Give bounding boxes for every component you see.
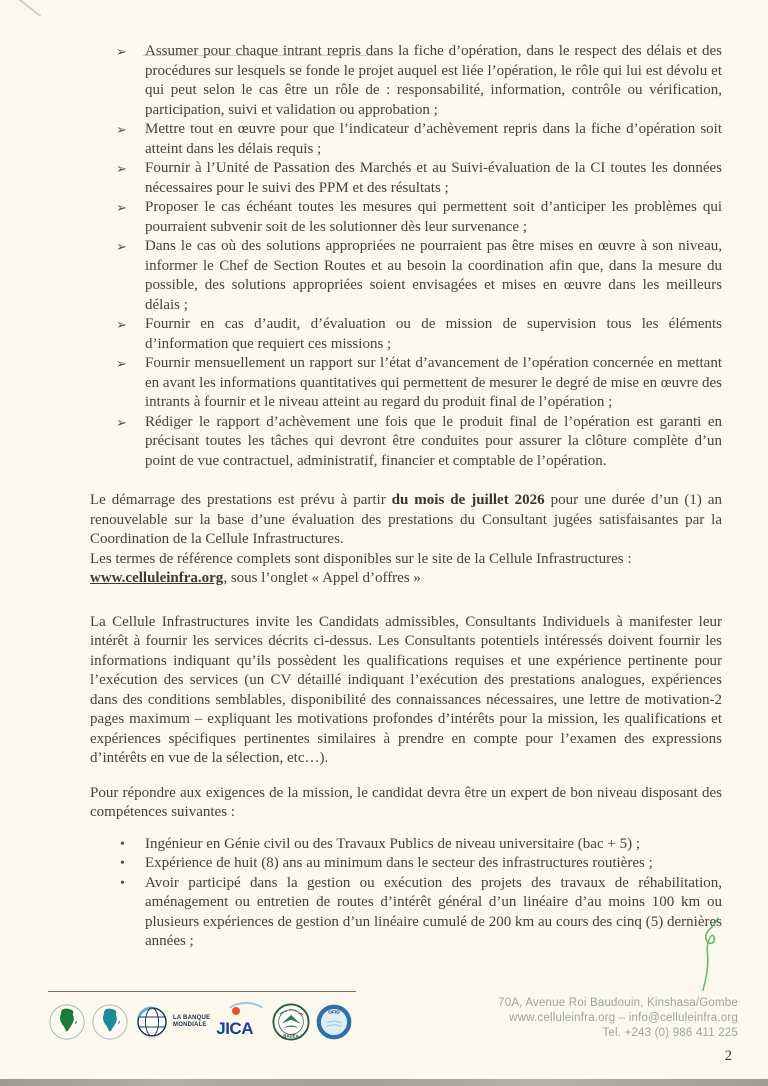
paragraph-termes-reference	[90, 550, 722, 589]
footer-address-line: 70A, Avenue Roi Baudouin, Kinshasa/Gombe	[498, 997, 738, 1009]
list-item	[90, 854, 722, 874]
celluleinfra-website-link[interactable]: www.celluleinfra.org	[90, 570, 224, 586]
list-item	[90, 874, 722, 952]
green-pen-mark	[694, 916, 730, 1000]
list-item-text: Rédiger le rapport d’achèvement une fois que le produit final de l’opération est garanti en précisant toutes les tâches qui devront être conduites pour assurer la clôture complète d’un point de vue contractuel, administratif, financier et comptable de l’opération.	[145, 413, 722, 469]
world-bank-globe-icon	[134, 1004, 170, 1040]
paragraph-text: Les termes de référence complets sont disponibles sur le site de la Cellule Infrastructures :	[90, 550, 632, 567]
scan-corner-artifact	[17, 0, 42, 17]
page-number: 2	[724, 1048, 732, 1064]
list-item	[90, 198, 722, 237]
list-item-text: Fournir à l’Unité de Passation des Marchés et au Suivi-évaluation de la CI toutes les données nécessaires pour le suivi des PPM et des résultats ;	[145, 160, 722, 196]
arrow-bullet-icon: ➢	[116, 161, 127, 176]
list-item	[90, 315, 722, 354]
jica-label: JICA	[216, 1019, 253, 1038]
list-item	[90, 42, 722, 120]
dot-bullet-icon: •	[120, 836, 125, 852]
arrow-bullet-icon: ➢	[116, 122, 127, 137]
arrow-bullet-icon: ➢	[116, 239, 127, 254]
badea-label: BADEA	[283, 1033, 300, 1039]
dot-bullet-icon: •	[120, 856, 125, 871]
list-item-text: Fournir mensuellement un rapport sur l’état d’avancement de l’opération concernée en mettant en avant les informations quantitatives qui permettent de mesurer le degré de mise en œuvre des intrants à fournir et le niveau atteint au regard du produit final de l’opération ;	[145, 355, 722, 410]
list-item-text: Mettre tout en œuvre pour que l’indicateur d’achèvement repris dans la fiche d’opération soit atteint dans les délais requis ;	[145, 121, 722, 157]
competences-bullet-list	[90, 835, 722, 952]
list-item	[90, 120, 722, 159]
list-item-text: Ingénieur en Génie civil ou des Travaux Publics de niveau universitaire (bac + 5) ;	[145, 835, 640, 852]
bold-date-text: du mois de juillet 2026	[391, 492, 545, 508]
dot-bullet-icon: •	[120, 875, 125, 891]
world-bank-logo	[134, 1004, 210, 1040]
africa-map-logo-icon	[91, 1003, 129, 1041]
afdb-logo-icon	[48, 1003, 86, 1041]
paragraph-text: pour une durée d’un (1) an renouvelable sur la base d’une évaluation des prestations du Consultant jugées satisfaisantes par la Coordination de la Cellule Infrastructures.	[90, 492, 722, 547]
list-item-text: Assumer pour chaque intrant repris dans la fiche d’opération, dans le respect des délais et des procédures sur lesquels se fonde le projet auquel est liée l’opération, le rôle qui lui est dévolu et qui peut selon le cas être un rôle de : responsabilité, information, contrôle ou vérification, participation, suivi et validation ou approbation ;	[145, 43, 722, 118]
ofid-label: OFID	[328, 1010, 341, 1016]
jica-logo	[215, 1003, 267, 1041]
list-item-text: Avoir participé dans la gestion ou exécution des projets des travaux de réhabilitation, aménagement ou entretien de routes d’intérêt général d’un linéaire d’au moins 100 km ou plusieurs expériences de gestion d’un linéaire cumulé de 200 km au cours des cinq (5) dernières années ;	[145, 874, 722, 949]
paragraph-demarrage	[90, 491, 722, 550]
footer-phone: Tel. +243 (0) 986 411 225	[602, 1027, 738, 1039]
list-item	[90, 159, 722, 198]
list-item	[90, 354, 722, 413]
ofid-logo-icon	[315, 1003, 353, 1041]
arrow-bullet-icon: ➢	[116, 317, 127, 332]
arrow-bullet-icon: ➢	[116, 44, 127, 59]
footer-website-email: www.celluleinfra.org – info@celluleinfra.org	[509, 1012, 738, 1024]
list-item	[90, 237, 722, 315]
list-item	[90, 835, 722, 855]
paragraph-exigences: Pour répondre aux exigences de la mission, le candidat devra être un expert de bon niveau disposant des compétences suivantes :	[90, 784, 722, 820]
partner-logos	[48, 1000, 353, 1044]
world-bank-label: LA BANQUE	[173, 1015, 211, 1021]
paragraph-text: , sous l’onglet « Appel d’offres »	[223, 570, 421, 586]
footer-address-block	[498, 996, 738, 1041]
operations-bullet-list	[90, 42, 722, 471]
scan-edge-artifact	[0, 1079, 768, 1086]
document-body	[90, 42, 722, 952]
world-bank-label: MONDIALE	[173, 1022, 207, 1028]
list-item	[90, 413, 722, 472]
footer-divider	[48, 991, 356, 992]
arrow-bullet-icon: ➢	[116, 200, 127, 215]
list-item-text: Fournir en cas d’audit, d’évaluation ou de mission de supervision tous les éléments d’information que requiert ces missions ;	[145, 316, 722, 352]
paragraph-invitation: La Cellule Infrastructures invite les Candidats admissibles, Consultants Individuels à manifester leur intérêt à fournir les services décrits ci-dessus. Les Consultants potentiels intéressés doivent fournir les informations indiquant qu’ils possèdent les qualifications requises et une expérience pertinente pour l’exécution des services (un CV détaillé indiquant l’exécution des prestations analogues, expériences dans des conditions semblables, disponibilité des connaissances nécessaires, une lettre de motivation-2 pages maximum – expliquant les motivations profondes d’intérêts pour la mission, les qualifications et expériences spécifiques pertinentes similaires à prendre en compte pour l’examen des expressions d’intérêts en vue de la sélection, etc…).	[90, 613, 722, 766]
badea-logo-icon	[272, 1003, 310, 1041]
arrow-bullet-icon: ➢	[116, 414, 127, 430]
paragraph-text: Le démarrage des prestations est prévu à partir	[90, 492, 392, 508]
list-item-text: Proposer le cas échéant toutes les mesures qui permettent soit d’anticiper les problèmes qui pourraient subvenir soit de les solutionner dès leur survenance ;	[145, 199, 722, 235]
list-item-text: Expérience de huit (8) ans au minimum dans le secteur des infrastructures routières ;	[145, 855, 653, 871]
arrow-bullet-icon: ➢	[116, 356, 127, 371]
list-item-text: Dans le cas où des solutions appropriées ne pourraient pas être mises en œuvre à son niveau, informer le Chef de Section Routes et au besoin la coordination afin que, dans la mesure du possible, des solutions appropriées soient envisagées et mises en œuvre dans les meilleurs délais ;	[145, 238, 722, 313]
